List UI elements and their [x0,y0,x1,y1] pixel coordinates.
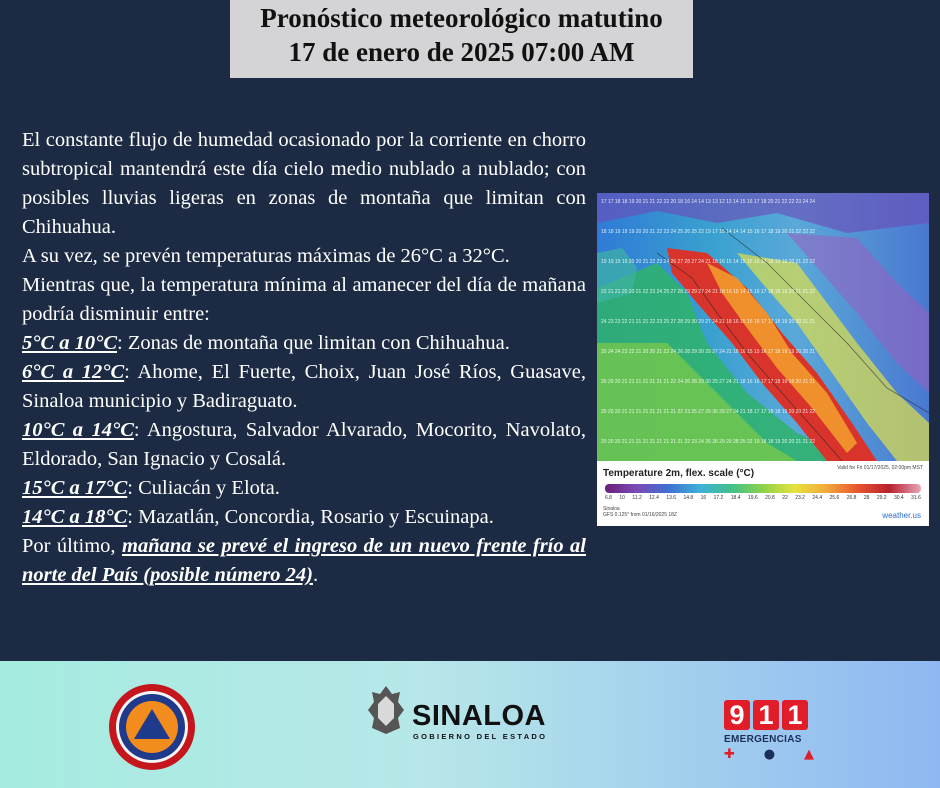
legend-tick: 6.8 [605,495,612,501]
legend-tick: 25.6 [829,495,840,501]
medical-cross-icon: ✚ [724,747,735,762]
forecast-intro: El constante flujo de humedad ocasionado por la corriente en chorro subtropical mantendrá este día cielo medio nublado a nublado; con posibles lluvias ligeras en zonas de montaña que limitan con Chihuahua. [22,129,586,238]
legend-colorbar [605,484,921,493]
svg-text:18 18 19 19 19 20 20 21 22 23: 18 18 19 19 19 20 20 21 22 23 24 25 26 25 22 19 17 15 14 14 14 15 16 17 18 19 20 21 22 22 22 [601,229,816,235]
proteccion-civil-logo-icon [108,683,196,771]
range-label: 6°C a 12°C [22,361,125,383]
legend-tick: 16 [700,495,707,501]
forecast-text [22,126,586,590]
closing-suffix: . [312,564,319,586]
legend-tick: 10 [619,495,625,501]
forecast-min-intro: Mientras que, la temperatura mínima al amanecer del día de mañana podría disminuir entre: [22,274,586,325]
svg-text:20 20 20 21 21 21 21 21 21 21: 20 20 20 21 21 21 21 21 21 21 21 22 23 25 27 29 30 29 27 24 21 18 17 17 18 18 19 20 20 21 22 [601,409,816,415]
range-zones: : Zonas de montaña que limitan con Chihuahua. [117,332,510,354]
range-zones: : Ahome, El Fuerte, Choix, Juan José Ríos, Guasave, Sinaloa municipio y Badiraguato. [22,361,586,412]
legend-tick: 29.2 [876,495,887,501]
legend-tick: 17.2 [713,495,724,501]
page-title: Pronóstico meteorológico matutino [260,3,663,33]
range-label: 10°C a 14°C [22,419,134,441]
svg-text:24 23 23 22 21 21 21 22 23 25: 24 23 23 22 21 21 21 22 23 25 27 28 29 30 29 27 24 21 18 16 15 15 16 17 17 18 19 20 20 21 21 [601,319,816,325]
range-label: 14°C a 18°C [22,506,128,528]
legend-tick: 23.2 [795,495,805,501]
map-model-info: GFS 0.125° from 01/16/2025 18Z [603,512,677,518]
legend-ticks [605,495,921,501]
legend-tick: 31.6 [911,495,921,501]
legend-tick: 14.8 [683,495,694,501]
legend-tick: 19.6 [747,495,758,501]
map-region: Sinaloa [603,506,620,512]
temperature-map-graphic [597,193,929,461]
sinaloa-subtitle: GOBIERNO DEL ESTADO [413,732,548,741]
range-item [22,474,586,503]
map-brand: weather.us [882,511,921,520]
range-zones: : Angostura, Salvador Alvarado, Mocorito, Navolato, Eldorado, San Ignacio y Cosalá. [22,419,586,470]
svg-text:22 21 21 20 20 21 22 23 24 25: 22 21 21 20 20 21 22 23 24 25 27 28 29 29 27 24 21 18 16 15 14 15 16 17 18 18 19 20 21 21 22 [601,289,816,295]
fire-helmet-icon: ▲ [804,747,814,762]
legend-tick: 13.6 [666,495,677,501]
svg-text:20 20 20 21 21 21 21 21 21 21: 20 20 20 21 21 21 21 21 21 21 21 21 22 23 24 26 28 29 29 28 25 22 19 18 18 19 20 20 21 21 22 [601,439,816,445]
legend-sub [603,506,677,518]
page-datetime: 17 de enero de 2025 07:00 AM [288,37,635,67]
e911-digit: 9 [724,700,750,730]
e911-label: EMERGENCIAS [724,734,802,745]
emergencias-911-logo [724,700,820,770]
range-item [22,358,586,416]
range-item [22,329,586,358]
svg-text:25 24 24 23 22 21 20 20 21 22: 25 24 24 23 22 21 20 20 21 22 24 26 28 29 30 29 27 24 21 18 16 15 15 16 17 18 19 19 20 20 21 [601,349,816,355]
legend-tick: 22 [782,495,788,501]
range-zones: : Mazatlán, Concordia, Rosario y Escuinapa. [127,506,494,528]
svg-text:19 19 19 19 20 20 21 22 23 24: 19 19 19 19 20 20 21 22 23 24 26 27 28 27 24 21 18 16 15 14 15 15 16 17 18 19 19 20 21 22 22 [601,259,816,265]
proteccion-civil-logo [108,683,196,771]
range-label: 5°C a 10°C [22,332,117,354]
map-image [597,193,929,461]
range-item [22,416,586,474]
svg-text:20 20 20 21 21 21 21 21 21 21: 20 20 20 21 21 21 21 21 21 21 22 24 26 28 29 30 29 27 24 21 18 16 16 17 17 18 19 19 20 21 21 [601,379,816,385]
legend-tick: 28 [863,495,870,501]
forecast-closing [22,532,586,590]
forecast-max-temps: A su vez, se prevén temperaturas máximas de 26°C a 32°C. [22,245,510,267]
legend-tick: 26.8 [846,495,857,501]
sinaloa-name: SINALOA [412,700,546,732]
legend-tick: 20.8 [765,495,775,501]
range-label: 15°C a 17°C [22,477,128,499]
range-zones: : Culiacán y Elota. [127,477,280,499]
svg-text:17 17 18 18 19 20 21 21 22 22: 17 17 18 18 19 20 21 21 22 22 20 18 16 14 14 13 13 12 13 14 15 16 17 18 20 21 22 22 23 24 24 [601,199,816,205]
legend-valid: Valid for Fri 01/17/2025, 02:00pm MST [837,465,923,471]
temperature-map [597,193,929,526]
legend-tick: 30.4 [893,495,904,501]
e911-icons [724,747,814,762]
sinaloa-crest-icon [364,684,408,741]
legend-tick: 24.4 [812,495,823,501]
legend-tick: 11.2 [632,495,642,501]
e911-digit: 1 [782,700,808,730]
closing-highlight: mañana se prevé el ingreso de un nuevo frente frío al norte del País (posible número 24) [22,535,586,586]
legend-title: Temperature 2m, flex. scale (°C) [603,468,755,479]
legend-tick: 18.4 [730,495,741,501]
legend-tick: 12.4 [649,495,659,501]
police-cap-icon: ● [763,747,776,762]
e911-digit: 1 [753,700,779,730]
title-box [230,0,693,78]
range-item [22,503,586,532]
e911-digits [724,700,820,730]
closing-prefix: Por último, [22,535,122,557]
